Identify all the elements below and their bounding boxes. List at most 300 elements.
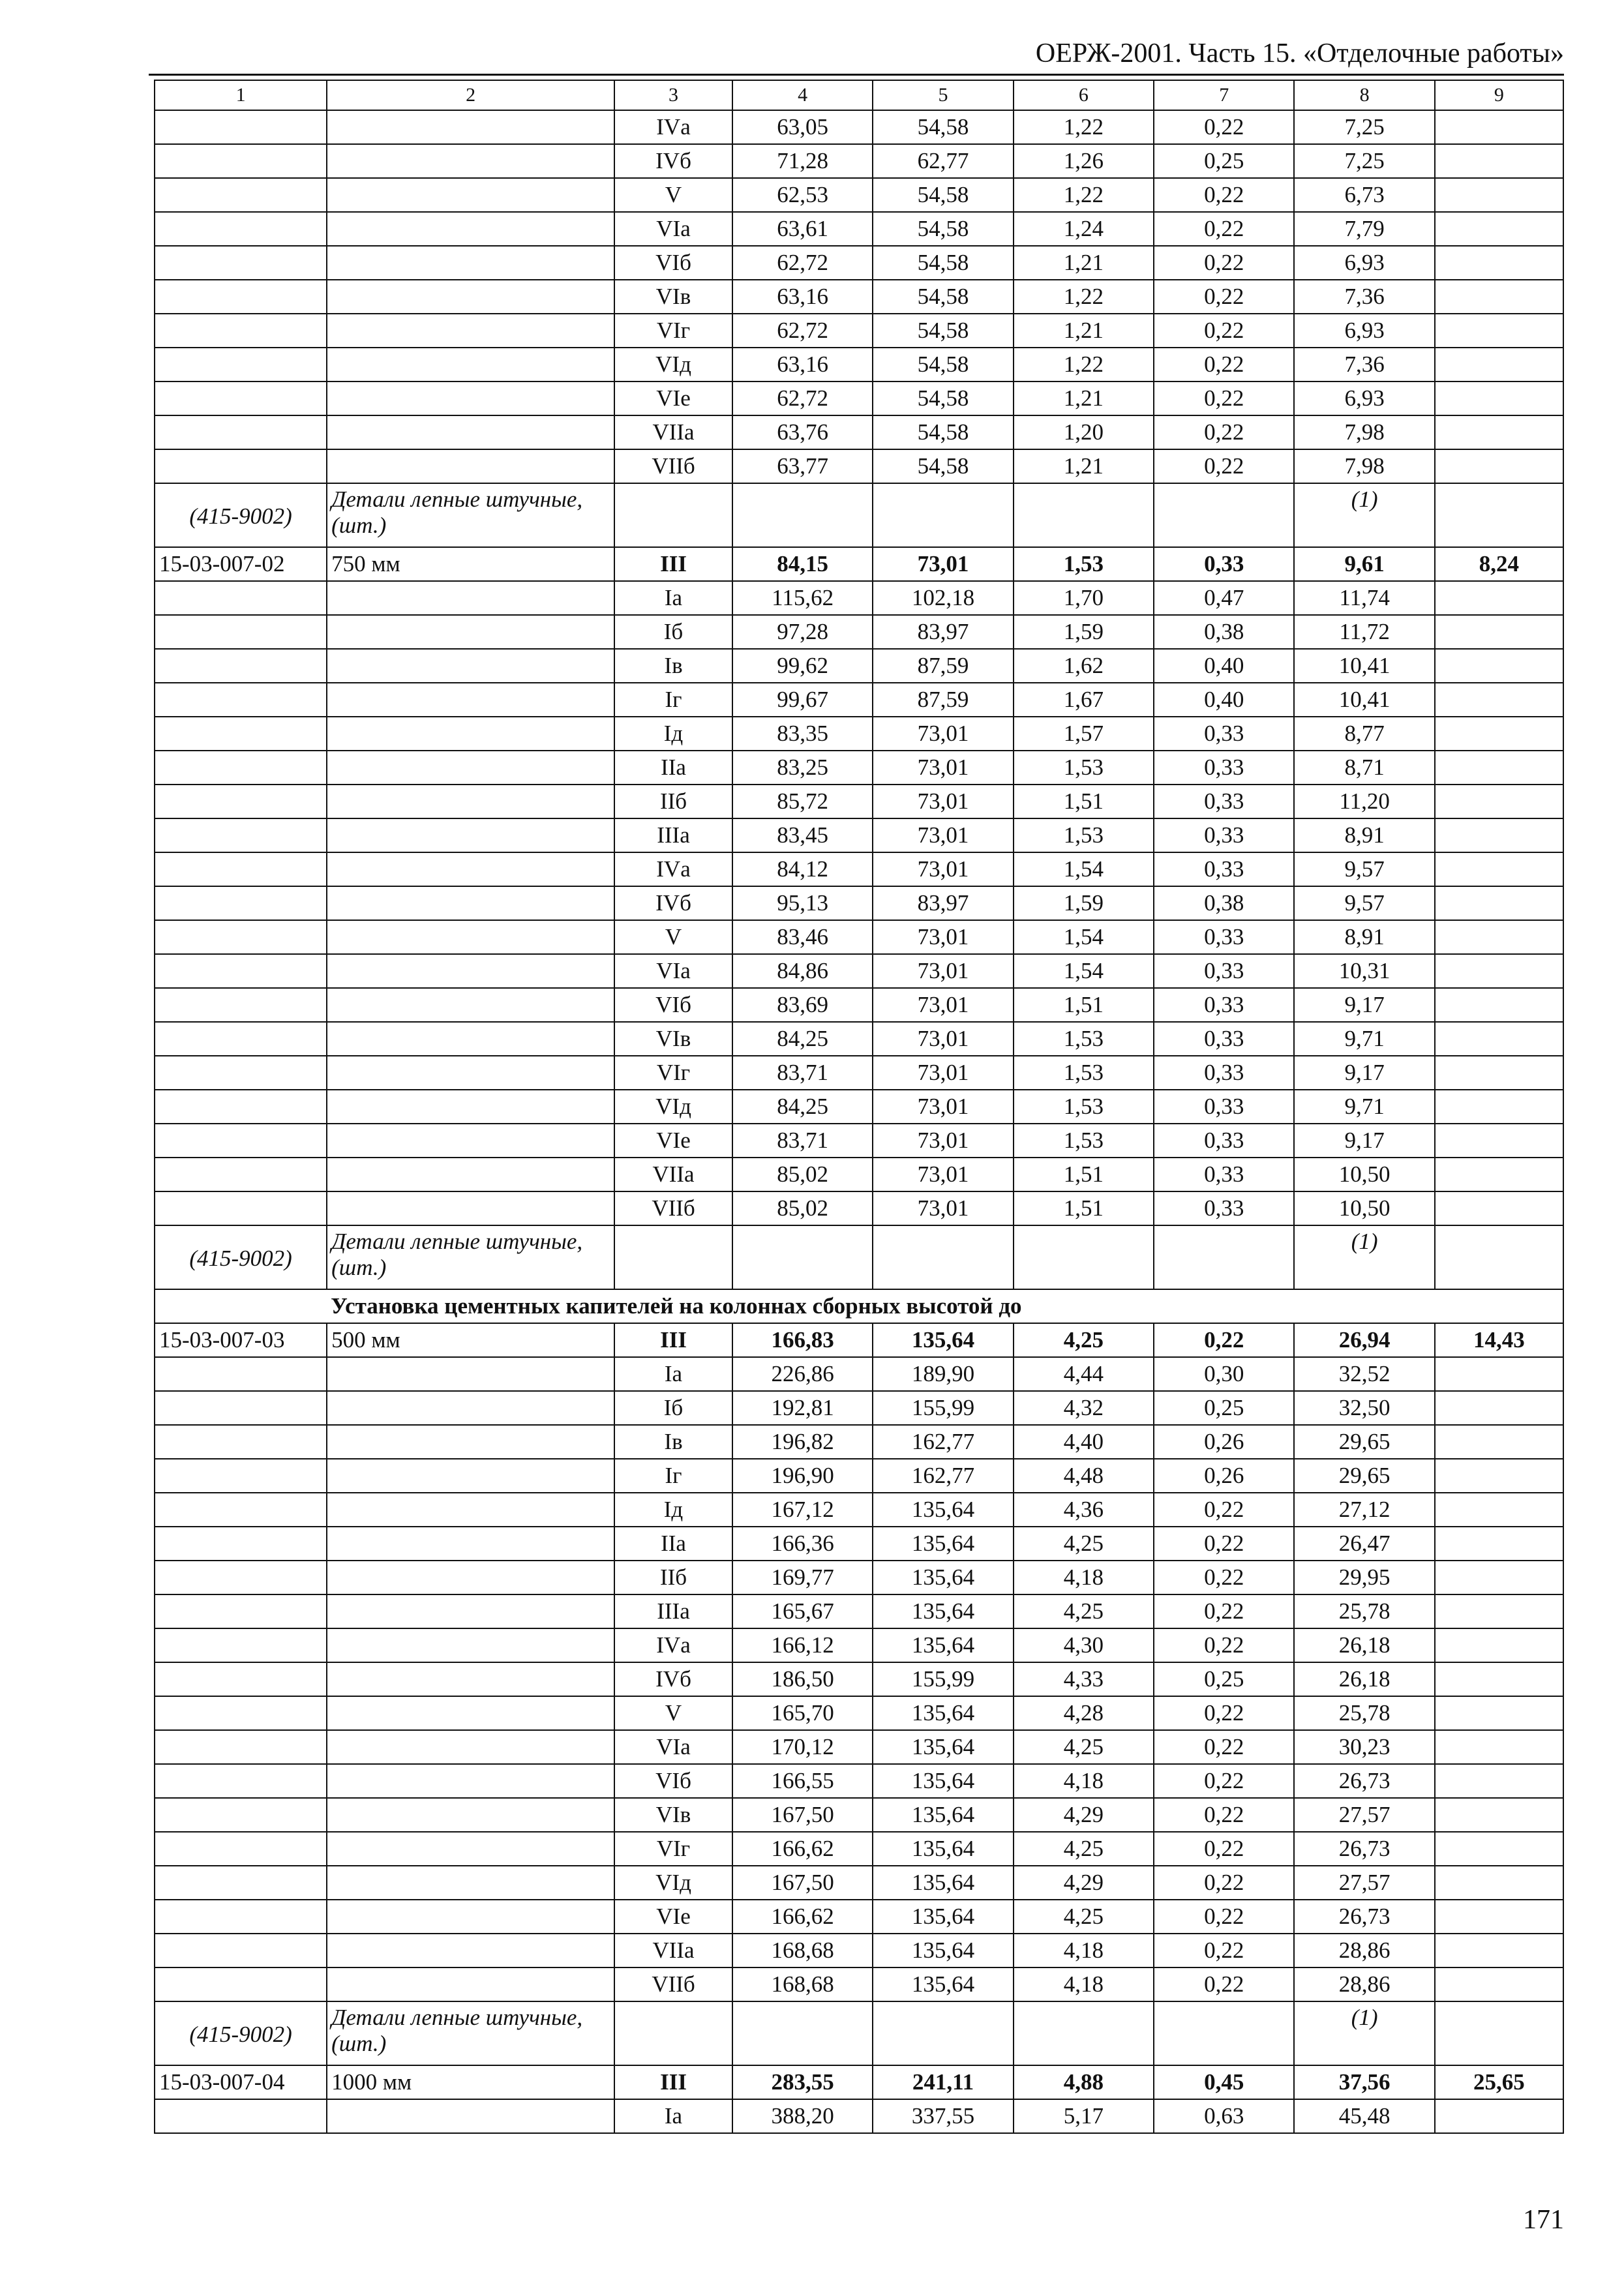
labor-hours-cell (1435, 1391, 1563, 1425)
driver-wage-cell: 0,40 (1154, 649, 1294, 683)
machine-cost-cell: 1,62 (1014, 649, 1154, 683)
material-cost-cell: 9,17 (1294, 1124, 1434, 1158)
item-code-cell (155, 615, 327, 649)
labor-cost-cell: 337,55 (873, 2099, 1013, 2133)
labor-hours-cell (1435, 1056, 1563, 1090)
machine-cost-cell: 1,26 (1014, 144, 1154, 178)
table-row (155, 246, 1563, 280)
machine-cost-cell: 1,59 (1014, 615, 1154, 649)
region-cell: VIг (614, 1832, 732, 1866)
machine-cost-cell: 4,18 (1014, 1561, 1154, 1594)
driver-wage-cell: 0,22 (1154, 1730, 1294, 1764)
item-code-cell (155, 1124, 327, 1158)
total-cost-cell: 83,71 (732, 1056, 873, 1090)
item-name-cell (327, 683, 614, 717)
table-row (155, 415, 1563, 449)
table-row (155, 1934, 1563, 1967)
total-cost-cell: 226,86 (732, 1357, 873, 1391)
labor-hours-cell (1435, 382, 1563, 415)
machine-cost-cell: 1,54 (1014, 852, 1154, 886)
machine-cost-cell: 4,44 (1014, 1357, 1154, 1391)
material-cost-cell: 26,94 (1294, 1323, 1434, 1357)
driver-wage-cell: 0,33 (1154, 818, 1294, 852)
machine-cost-cell: 1,51 (1014, 785, 1154, 818)
item-name-cell (327, 110, 614, 144)
material-cost-cell: 7,79 (1294, 212, 1434, 246)
region-cell: IVб (614, 886, 732, 920)
table-row (155, 1090, 1563, 1124)
labor-cost-cell: 155,99 (873, 1662, 1013, 1696)
driver-wage-cell: 0,22 (1154, 348, 1294, 382)
table-row (155, 280, 1563, 314)
driver-wage-cell: 0,33 (1154, 751, 1294, 785)
labor-hours-cell (1435, 785, 1563, 818)
labor-hours-cell (1435, 1628, 1563, 1662)
resource-code-cell: (415-9002) (155, 483, 327, 547)
region-cell: Iд (614, 717, 732, 751)
item-code-cell (155, 449, 327, 483)
labor-hours-cell (1435, 649, 1563, 683)
driver-wage-cell: 0,33 (1154, 1191, 1294, 1225)
table-row (155, 785, 1563, 818)
material-cost-cell: 6,93 (1294, 382, 1434, 415)
labor-cost-cell: 83,97 (873, 886, 1013, 920)
labor-hours-cell (1435, 920, 1563, 954)
empty-cell (1435, 483, 1563, 547)
machine-cost-cell: 1,51 (1014, 988, 1154, 1022)
machine-cost-cell: 4,30 (1014, 1628, 1154, 1662)
total-cost-cell: 84,86 (732, 954, 873, 988)
region-cell: IVа (614, 852, 732, 886)
item-name-cell (327, 415, 614, 449)
labor-cost-cell: 73,01 (873, 818, 1013, 852)
labor-cost-cell: 54,58 (873, 280, 1013, 314)
material-cost-cell: 27,12 (1294, 1493, 1434, 1527)
item-code-cell (155, 1158, 327, 1191)
table-row (155, 1323, 1563, 1357)
table-row (155, 1628, 1563, 1662)
material-cost-cell: 37,56 (1294, 2065, 1434, 2099)
labor-cost-cell: 54,58 (873, 178, 1013, 212)
labor-cost-cell: 162,77 (873, 1425, 1013, 1459)
labor-hours-cell: 14,43 (1435, 1323, 1563, 1357)
item-code-cell: 15-03-007-02 (155, 547, 327, 581)
item-name-cell (327, 649, 614, 683)
column-number-cell: 6 (1014, 80, 1154, 110)
driver-wage-cell: 0,22 (1154, 280, 1294, 314)
driver-wage-cell: 0,22 (1154, 1594, 1294, 1628)
total-cost-cell: 62,72 (732, 382, 873, 415)
machine-cost-cell: 1,53 (1014, 1090, 1154, 1124)
labor-cost-cell: 73,01 (873, 1056, 1013, 1090)
column-number-cell: 4 (732, 80, 873, 110)
labor-cost-cell: 135,64 (873, 1561, 1013, 1594)
item-code-cell (155, 1090, 327, 1124)
item-name-cell (327, 1391, 614, 1425)
material-cost-cell: 6,93 (1294, 314, 1434, 348)
item-name-cell (327, 1832, 614, 1866)
total-cost-cell: 84,25 (732, 1022, 873, 1056)
region-cell: IIб (614, 1561, 732, 1594)
labor-hours-cell (1435, 1158, 1563, 1191)
driver-wage-cell: 0,33 (1154, 1090, 1294, 1124)
material-cost-cell: 25,78 (1294, 1594, 1434, 1628)
material-cost-cell: 28,86 (1294, 1934, 1434, 1967)
resource-code-cell: (415-9002) (155, 1225, 327, 1289)
table-row (155, 988, 1563, 1022)
table-row (155, 1191, 1563, 1225)
item-code-cell (155, 818, 327, 852)
labor-hours-cell (1435, 314, 1563, 348)
empty-cell (614, 2001, 732, 2065)
empty-cell (732, 1225, 873, 1289)
item-name-cell (327, 954, 614, 988)
material-cost-cell: 27,57 (1294, 1866, 1434, 1900)
driver-wage-cell: 0,26 (1154, 1425, 1294, 1459)
labor-cost-cell: 135,64 (873, 1900, 1013, 1934)
driver-wage-cell: 0,22 (1154, 449, 1294, 483)
region-cell: VIв (614, 1798, 732, 1832)
machine-cost-cell: 4,29 (1014, 1798, 1154, 1832)
total-cost-cell: 115,62 (732, 581, 873, 615)
material-cost-cell: 7,25 (1294, 144, 1434, 178)
labor-cost-cell: 73,01 (873, 988, 1013, 1022)
labor-cost-cell: 135,64 (873, 1730, 1013, 1764)
table-row (155, 1900, 1563, 1934)
total-cost-cell: 95,13 (732, 886, 873, 920)
material-cost-cell: 8,71 (1294, 751, 1434, 785)
item-code-cell (155, 280, 327, 314)
resource-quantity-cell: (1) (1294, 483, 1434, 547)
region-cell: Iг (614, 1459, 732, 1493)
item-name-cell (327, 886, 614, 920)
region-cell: VIд (614, 1090, 732, 1124)
item-name-cell (327, 1934, 614, 1967)
material-cost-cell: 26,18 (1294, 1662, 1434, 1696)
total-cost-cell: 97,28 (732, 615, 873, 649)
table-row (155, 1022, 1563, 1056)
labor-hours-cell (1435, 1662, 1563, 1696)
material-cost-cell: 7,98 (1294, 415, 1434, 449)
labor-cost-cell: 135,64 (873, 1323, 1013, 1357)
labor-cost-cell: 54,58 (873, 382, 1013, 415)
material-cost-cell: 30,23 (1294, 1730, 1434, 1764)
item-code-cell (155, 581, 327, 615)
item-code-cell (155, 110, 327, 144)
labor-hours-cell (1435, 751, 1563, 785)
machine-cost-cell: 4,25 (1014, 1832, 1154, 1866)
item-name-cell (327, 144, 614, 178)
item-code-cell (155, 785, 327, 818)
material-cost-cell: 26,47 (1294, 1527, 1434, 1561)
column-number-cell: 1 (155, 80, 327, 110)
machine-cost-cell: 1,21 (1014, 246, 1154, 280)
region-cell: IIа (614, 751, 732, 785)
resource-quantity-cell: (1) (1294, 1225, 1434, 1289)
item-name-cell (327, 1696, 614, 1730)
region-cell: VIе (614, 1124, 732, 1158)
resource-row (155, 483, 1563, 547)
total-cost-cell: 84,12 (732, 852, 873, 886)
column-number-cell: 7 (1154, 80, 1294, 110)
material-cost-cell: 9,17 (1294, 988, 1434, 1022)
machine-cost-cell: 4,88 (1014, 2065, 1154, 2099)
driver-wage-cell: 0,33 (1154, 954, 1294, 988)
labor-cost-cell: 73,01 (873, 751, 1013, 785)
machine-cost-cell: 1,53 (1014, 1056, 1154, 1090)
item-code-cell (155, 1662, 327, 1696)
machine-cost-cell: 4,36 (1014, 1493, 1154, 1527)
total-cost-cell: 83,69 (732, 988, 873, 1022)
table-row (155, 1594, 1563, 1628)
total-cost-cell: 167,50 (732, 1798, 873, 1832)
machine-cost-cell: 4,18 (1014, 1934, 1154, 1967)
item-code-cell (155, 1764, 327, 1798)
running-header: ОЕРЖ-2001. Часть 15. «Отделочные работы» (1035, 38, 1564, 68)
material-cost-cell: 10,50 (1294, 1191, 1434, 1225)
item-code-cell (155, 1527, 327, 1561)
material-cost-cell: 8,91 (1294, 920, 1434, 954)
material-cost-cell: 27,57 (1294, 1798, 1434, 1832)
machine-cost-cell: 4,40 (1014, 1425, 1154, 1459)
labor-hours-cell (1435, 212, 1563, 246)
item-code-cell (155, 1391, 327, 1425)
driver-wage-cell: 0,22 (1154, 1866, 1294, 1900)
item-name-cell (327, 785, 614, 818)
machine-cost-cell: 4,18 (1014, 1967, 1154, 2001)
item-code-cell (155, 920, 327, 954)
item-name-cell (327, 818, 614, 852)
table-row (155, 1056, 1563, 1090)
labor-cost-cell: 135,64 (873, 1866, 1013, 1900)
region-cell: Iа (614, 581, 732, 615)
table-row (155, 954, 1563, 988)
driver-wage-cell: 0,40 (1154, 683, 1294, 717)
table-row (155, 178, 1563, 212)
material-cost-cell: 9,57 (1294, 852, 1434, 886)
labor-cost-cell: 135,64 (873, 1967, 1013, 2001)
table-body (155, 80, 1563, 2133)
item-name-cell: 750 мм (327, 547, 614, 581)
item-code-cell (155, 683, 327, 717)
item-name-cell (327, 178, 614, 212)
column-number-cell: 2 (327, 80, 614, 110)
item-name-cell (327, 1628, 614, 1662)
region-cell: IVа (614, 110, 732, 144)
table-row (155, 1158, 1563, 1191)
region-cell: III (614, 547, 732, 581)
table-row (155, 581, 1563, 615)
labor-cost-cell: 189,90 (873, 1357, 1013, 1391)
machine-cost-cell: 4,18 (1014, 1764, 1154, 1798)
item-code-cell (155, 1594, 327, 1628)
empty-cell (873, 483, 1013, 547)
material-cost-cell: 7,98 (1294, 449, 1434, 483)
region-cell: IIб (614, 785, 732, 818)
material-cost-cell: 28,86 (1294, 1967, 1434, 2001)
labor-cost-cell: 62,77 (873, 144, 1013, 178)
driver-wage-cell: 0,22 (1154, 1493, 1294, 1527)
machine-cost-cell: 4,25 (1014, 1594, 1154, 1628)
item-name-cell (327, 246, 614, 280)
labor-cost-cell: 54,58 (873, 212, 1013, 246)
machine-cost-cell: 1,54 (1014, 920, 1154, 954)
region-cell: Iб (614, 1391, 732, 1425)
labor-cost-cell: 162,77 (873, 1459, 1013, 1493)
driver-wage-cell: 0,22 (1154, 1798, 1294, 1832)
driver-wage-cell: 0,22 (1154, 1696, 1294, 1730)
column-number-row (155, 80, 1563, 110)
region-cell: Iд (614, 1493, 732, 1527)
item-code-cell: 15-03-007-04 (155, 2065, 327, 2099)
region-cell: IIа (614, 1527, 732, 1561)
region-cell: VIг (614, 1056, 732, 1090)
resource-name-cell: Детали лепные штучные, (шт.) (327, 483, 614, 547)
machine-cost-cell: 1,20 (1014, 415, 1154, 449)
labor-hours-cell: 25,65 (1435, 2065, 1563, 2099)
empty-cell (873, 1225, 1013, 1289)
region-cell: IVб (614, 144, 732, 178)
machine-cost-cell: 1,53 (1014, 1022, 1154, 1056)
material-cost-cell: 11,74 (1294, 581, 1434, 615)
item-code-cell (155, 751, 327, 785)
labor-hours-cell (1435, 2099, 1563, 2133)
region-cell: VIб (614, 246, 732, 280)
item-code-cell (155, 1798, 327, 1832)
driver-wage-cell: 0,22 (1154, 246, 1294, 280)
total-cost-cell: 283,55 (732, 2065, 873, 2099)
region-cell: Iв (614, 1425, 732, 1459)
item-name-cell (327, 1158, 614, 1191)
table-row (155, 683, 1563, 717)
material-cost-cell: 26,73 (1294, 1764, 1434, 1798)
item-name-cell: 1000 мм (327, 2065, 614, 2099)
machine-cost-cell: 1,53 (1014, 1124, 1154, 1158)
total-cost-cell: 62,72 (732, 314, 873, 348)
region-cell: Iа (614, 1357, 732, 1391)
labor-hours-cell (1435, 1561, 1563, 1594)
labor-hours-cell (1435, 818, 1563, 852)
total-cost-cell: 99,62 (732, 649, 873, 683)
material-cost-cell: 10,50 (1294, 1158, 1434, 1191)
table-row (155, 1425, 1563, 1459)
driver-wage-cell: 0,22 (1154, 314, 1294, 348)
item-name-cell (327, 852, 614, 886)
total-cost-cell: 83,25 (732, 751, 873, 785)
driver-wage-cell: 0,22 (1154, 110, 1294, 144)
machine-cost-cell: 1,22 (1014, 110, 1154, 144)
machine-cost-cell: 5,17 (1014, 2099, 1154, 2133)
labor-hours-cell (1435, 1798, 1563, 1832)
region-cell: Iв (614, 649, 732, 683)
table-row (155, 212, 1563, 246)
item-code-cell (155, 1934, 327, 1967)
driver-wage-cell: 0,33 (1154, 547, 1294, 581)
machine-cost-cell: 1,57 (1014, 717, 1154, 751)
machine-cost-cell: 4,25 (1014, 1527, 1154, 1561)
region-cell: VIIа (614, 1158, 732, 1191)
table-row (155, 1527, 1563, 1561)
driver-wage-cell: 0,22 (1154, 212, 1294, 246)
machine-cost-cell: 4,25 (1014, 1900, 1154, 1934)
labor-cost-cell: 135,64 (873, 1832, 1013, 1866)
item-name-cell (327, 449, 614, 483)
labor-cost-cell: 54,58 (873, 110, 1013, 144)
machine-cost-cell: 1,53 (1014, 547, 1154, 581)
total-cost-cell: 168,68 (732, 1967, 873, 2001)
driver-wage-cell: 0,22 (1154, 1832, 1294, 1866)
item-name-cell (327, 212, 614, 246)
item-name-cell (327, 1730, 614, 1764)
machine-cost-cell: 4,28 (1014, 1696, 1154, 1730)
material-cost-cell: 25,78 (1294, 1696, 1434, 1730)
driver-wage-cell: 0,33 (1154, 1124, 1294, 1158)
item-code-cell (155, 649, 327, 683)
item-code-cell (155, 1967, 327, 2001)
material-cost-cell: 9,71 (1294, 1090, 1434, 1124)
item-name-cell (327, 1425, 614, 1459)
total-cost-cell: 62,72 (732, 246, 873, 280)
driver-wage-cell: 0,33 (1154, 1022, 1294, 1056)
material-cost-cell: 11,72 (1294, 615, 1434, 649)
material-cost-cell: 29,65 (1294, 1425, 1434, 1459)
item-code-cell (155, 212, 327, 246)
region-cell: V (614, 1696, 732, 1730)
labor-hours-cell (1435, 615, 1563, 649)
section-heading: Установка цементных капителей на колоннах сборных высотой до (327, 1289, 1563, 1323)
driver-wage-cell: 0,33 (1154, 785, 1294, 818)
item-name-cell (327, 1056, 614, 1090)
item-code-cell (155, 246, 327, 280)
material-cost-cell: 7,36 (1294, 280, 1434, 314)
total-cost-cell: 192,81 (732, 1391, 873, 1425)
table-row (155, 1459, 1563, 1493)
total-cost-cell: 166,55 (732, 1764, 873, 1798)
table-row (155, 1730, 1563, 1764)
item-code-cell (155, 1056, 327, 1090)
material-cost-cell: 29,95 (1294, 1561, 1434, 1594)
material-cost-cell: 26,73 (1294, 1900, 1434, 1934)
machine-cost-cell: 1,53 (1014, 751, 1154, 785)
empty-cell (873, 2001, 1013, 2065)
header-divider (149, 74, 1564, 76)
region-cell: IVб (614, 1662, 732, 1696)
empty-cell (1014, 2001, 1154, 2065)
labor-hours-cell (1435, 1191, 1563, 1225)
material-cost-cell: 6,73 (1294, 178, 1434, 212)
labor-cost-cell: 83,97 (873, 615, 1013, 649)
empty-cell (1154, 483, 1294, 547)
labor-hours-cell (1435, 717, 1563, 751)
total-cost-cell: 62,53 (732, 178, 873, 212)
labor-cost-cell: 73,01 (873, 1090, 1013, 1124)
material-cost-cell: 11,20 (1294, 785, 1434, 818)
column-number-cell: 5 (873, 80, 1013, 110)
driver-wage-cell: 0,22 (1154, 1967, 1294, 2001)
item-code-cell (155, 988, 327, 1022)
item-name-cell (327, 1090, 614, 1124)
machine-cost-cell: 1,53 (1014, 818, 1154, 852)
labor-cost-cell: 135,64 (873, 1934, 1013, 1967)
item-code-cell (155, 144, 327, 178)
material-cost-cell: 26,73 (1294, 1832, 1434, 1866)
machine-cost-cell: 4,32 (1014, 1391, 1154, 1425)
table-row (155, 1967, 1563, 2001)
machine-cost-cell: 1,67 (1014, 683, 1154, 717)
total-cost-cell: 83,71 (732, 1124, 873, 1158)
resource-name-cell: Детали лепные штучные, (шт.) (327, 2001, 614, 2065)
material-cost-cell: 26,18 (1294, 1628, 1434, 1662)
